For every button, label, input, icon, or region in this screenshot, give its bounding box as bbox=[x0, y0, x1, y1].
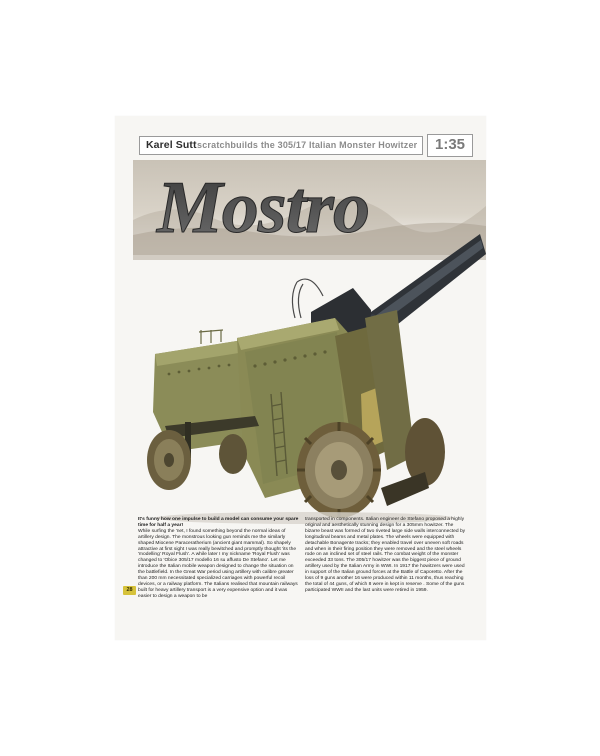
page-number-tab bbox=[123, 586, 136, 595]
howitzer-model-photo bbox=[125, 226, 486, 526]
scale-label: 1:35 bbox=[434, 136, 466, 153]
rear-wheel bbox=[147, 430, 191, 490]
article-header bbox=[139, 136, 466, 155]
article-subtitle: scratchbuilds the 305/17 Italian Monster Howitzer bbox=[197, 140, 418, 150]
article-lead: It's funny how one impulse to build a model can consume your spare time for half a year! bbox=[138, 517, 299, 528]
page-title: Mostro bbox=[157, 167, 369, 249]
magazine-page bbox=[115, 116, 486, 640]
article-column-2 bbox=[305, 517, 466, 594]
scale-box bbox=[427, 134, 473, 157]
article-column-2-body: transported in components. Italian engineer de Stefano proposed a highly original and aesthetically stunning design for a 305mm howitzer. The bizarre beast was formed of two riveted large side walls interconnected by longitudinal beams and metal plates. The wheels were equipped with detachable Bonagente tracks; they enabled travel over uneven soft roads and when in their firing position they were removed and the steel wheels rode on an inclined set of steel rails. The combat weight of the monster exceeded 33 tons. The 305/17 howitzer was the biggest piece of ground artillery used by the Italian Army in WWI. In 1917 the howitzers were used in support of the Italian ground forces at the Battle of Caporetto. After the loss of 9 guns another 16 were produced within 11 months, thus reaching the total of 44 guns, of which 8 were in kept in reserve . Some of the guns participated WWII and the last units were retired in 1959. bbox=[305, 517, 466, 593]
page-number: 28 bbox=[126, 587, 133, 593]
article-column-1 bbox=[138, 517, 299, 600]
header-bar bbox=[139, 136, 423, 155]
article-column-1-body: While surfing the 'net, I found something beyond the normal ideas of artillery design. The monstrous looking gun reminds me the similarly shaped Miocene Paraceratherium (ancient giant mammal). So shapely attractive at first sight I was really bewitched and promptly thought 'its the 'modelling' Royal Flush'. A while later I my nickname 'Royal Flush' was changed to 'Obice 305/17 modello 16 su affusto De Stefano'. Let me introduce the Italian mobile weapon designed to change the situation on the battlefield. In the Great War period using artillery with calibre greater than 200 mm necessitated specialized carriages with powerful recoil devices, or a railway platform. The Italians realised that mountain railways built for heavy artillery transport is a very expensive option and it was easier to design a weapon to be bbox=[138, 528, 298, 599]
author-name: Karel Sutt bbox=[146, 139, 197, 151]
